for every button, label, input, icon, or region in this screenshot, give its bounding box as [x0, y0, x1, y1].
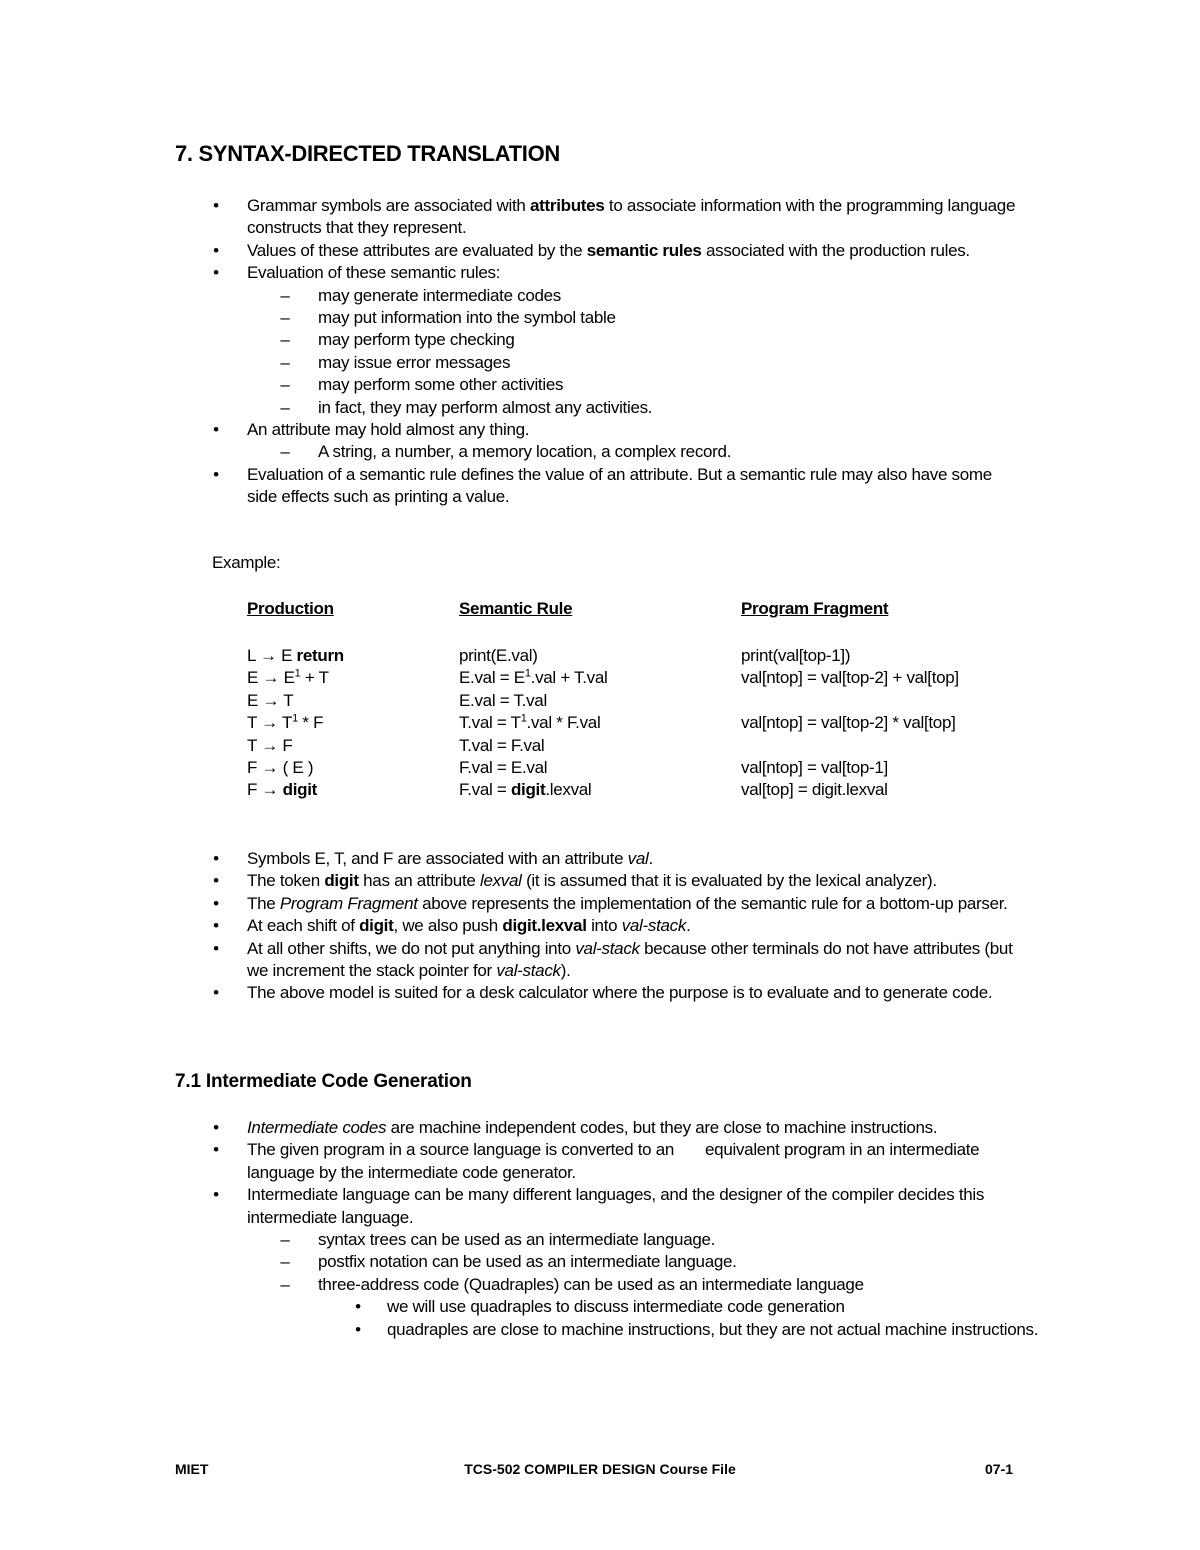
semantic-rule-cell	[459, 735, 544, 757]
dash-icon: –	[280, 1252, 290, 1272]
list-item: • quadraples are close to machine instructions, but they are not actual machine instructions.	[247, 1319, 1039, 1341]
list-item: • Intermediate language can be many different languages, and the designer of the compiler decides this intermediate language. – syntax trees can be used as an intermediate language. – postfix notation can be used as an intermediate language. – three-address code (Quadraples) can be used as an intermediate language • we will use quadraples to discuss intermediate code generation • quadraples are close to machine instructions, but they are not actual machine instructions.	[209, 1184, 1039, 1341]
program-fragment-cell	[741, 779, 888, 801]
semantic-rule-text: .val + T.val	[530, 668, 608, 688]
list-item: • Evaluation of these semantic rules: – may generate intermediate codes – may put information into the symbol table – may perform type checking – may issue error messages – may perform some other activities – in fact, they may perform almost any activities.	[209, 262, 1019, 419]
list-item: – may issue error messages	[247, 352, 1019, 374]
footer-left: MIET	[175, 1461, 209, 1477]
dash-icon: –	[280, 375, 290, 395]
bullet-icon: •	[355, 1319, 361, 1339]
program-fragment-text: val[ntop] = val[top-2] * val[top]	[741, 713, 956, 733]
program-fragment-text: val[top] = digit.lexval	[741, 780, 888, 800]
bullet-icon: •	[213, 849, 219, 868]
list-item: – syntax trees can be used as an intermediate language.	[247, 1229, 1039, 1251]
list-item: – A string, a number, a memory location, a complex record.	[247, 441, 1019, 463]
dash-icon: –	[280, 352, 290, 372]
bullet-icon: •	[213, 240, 219, 260]
semantic-rule-keyword: digit	[510, 780, 546, 800]
sub-list	[247, 1229, 1039, 1341]
program-fragment-cell	[741, 757, 888, 779]
list-item: • The token digit has an attribute lexval (it is assumed that it is evaluated by the lexical analyzer).	[209, 870, 1019, 892]
semantic-rule-text: E.val = T.val	[459, 690, 547, 710]
list-item: – in fact, they may perform almost any activities.	[247, 397, 1019, 419]
bullet-icon: •	[213, 420, 219, 440]
column-header-production: Production	[247, 599, 334, 618]
list-item: • At all other shifts, we do not put anything into val-stack because other terminals do not have attributes (but we increment the stack pointer for val-stack).	[209, 938, 1019, 983]
semantic-rule-text: .lexval	[545, 780, 592, 800]
list-item: • Values of these attributes are evaluated by the semantic rules associated with the production rules.	[209, 240, 1019, 262]
sub-sub-list	[247, 1296, 1039, 1341]
bullet-icon: •	[213, 1140, 219, 1160]
sub-list	[247, 441, 1019, 463]
bullet-icon: •	[213, 916, 219, 936]
semantic-rule-superscript: 1	[524, 667, 531, 680]
list-item: • Evaluation of a semantic rule defines the value of an attribute. But a semantic rule may also have some side effects such as printing a value.	[209, 464, 1019, 509]
program-fragment-cell	[741, 712, 956, 734]
semantic-rule-superscript: 1	[520, 712, 527, 725]
semantic-rule-text: T.val = T	[459, 713, 521, 733]
semantic-rule-text: E.val = E	[459, 668, 525, 688]
list-item: • Grammar symbols are associated with attributes to associate information with the programming language constructs that they represent.	[209, 195, 1019, 240]
bullet-icon: •	[213, 464, 219, 484]
program-fragment-cell	[741, 667, 959, 689]
semantic-rule-cell	[459, 757, 547, 779]
example-label: Example:	[212, 553, 281, 572]
production-cell	[247, 712, 323, 734]
column-header-semantic-rule: Semantic Rule	[459, 599, 573, 618]
list-item: • Intermediate codes are machine independent codes, but they are close to machine instructions.	[209, 1117, 1039, 1139]
production-keyword: digit	[282, 780, 318, 800]
production-cell	[247, 757, 313, 779]
footer-page-number: 07-1	[985, 1461, 1014, 1477]
bullet-icon: •	[213, 196, 219, 215]
list-item: • At each shift of digit, we also push digit.lexval into val-stack.	[209, 915, 1019, 937]
production-cell	[247, 735, 292, 757]
bullet-icon: •	[213, 938, 219, 958]
list-item: • An attribute may hold almost any thing. – A string, a number, a memory location, a complex record.	[209, 419, 1019, 464]
list-item: • The given program in a source language is converted to an equivalent program in an intermediate language by the intermediate code generator.	[209, 1139, 1039, 1184]
program-fragment-cell	[741, 645, 850, 667]
semantic-rule-cell	[459, 667, 608, 689]
list-item: • The Program Fragment above represents the implementation of the semantic rule for a bottom-up parser.	[209, 893, 1019, 915]
semantic-rule-cell	[459, 690, 547, 712]
program-fragment-text: val[ntop] = val[top-2] + val[top]	[741, 668, 959, 688]
production-cell	[247, 779, 317, 801]
semantic-rule-cell	[459, 645, 538, 667]
semantic-rule-text: T.val = F.val	[459, 735, 545, 755]
list-item: – may put information into the symbol table	[247, 307, 1019, 329]
sub-list	[247, 285, 1019, 419]
dash-icon: –	[280, 1274, 290, 1294]
production-superscript: 1	[294, 667, 301, 680]
bullet-icon: •	[213, 263, 219, 283]
bullet-icon: •	[213, 871, 219, 891]
page-title: 7. SYNTAX-DIRECTED TRANSLATION	[175, 141, 560, 166]
dash-icon: –	[280, 1230, 290, 1250]
production-cell	[247, 645, 344, 667]
list-item: – may perform type checking	[247, 329, 1019, 351]
production-text: E → T	[247, 690, 294, 710]
program-fragment-text: print(val[top-1])	[741, 646, 851, 665]
semantic-rule-text: F.val =	[459, 780, 511, 800]
dash-icon: –	[280, 285, 290, 305]
production-text: T → F	[247, 735, 293, 755]
list-item: • Symbols E, T, and F are associated with an attribute val.	[209, 848, 1019, 870]
semantic-rule-text: print(E.val)	[459, 646, 538, 665]
list-item: – may generate intermediate codes	[247, 285, 1019, 307]
dash-icon: –	[280, 442, 290, 462]
semantic-rule-cell	[459, 779, 591, 801]
production-text: F →	[247, 780, 283, 800]
production-text: * F	[297, 713, 324, 733]
semantic-rule-text: F.val = E.val	[459, 758, 548, 777]
production-text: + T	[300, 668, 329, 688]
bullet-icon: •	[213, 893, 219, 913]
dash-icon: –	[280, 397, 290, 417]
production-cell	[247, 667, 329, 689]
column-header-program-fragment: Program Fragment	[741, 599, 889, 618]
semantic-rule-cell	[459, 712, 600, 734]
program-fragment-text: val[ntop] = val[top-1]	[741, 758, 888, 777]
intro-list	[209, 195, 1019, 509]
section-heading: 7.1 Intermediate Code Generation	[175, 1071, 472, 1092]
list-item: • we will use quadraples to discuss intermediate code generation	[247, 1296, 1039, 1318]
list-item: – may perform some other activities	[247, 374, 1019, 396]
production-text: T → T	[247, 713, 293, 733]
notes-list	[209, 848, 1019, 1005]
production-text: F → ( E )	[247, 758, 314, 777]
bullet-icon: •	[213, 983, 219, 1003]
production-text: L → E	[247, 646, 297, 665]
production-cell	[247, 690, 293, 712]
production-keyword: return	[296, 646, 344, 665]
production-superscript: 1	[292, 712, 298, 725]
bullet-icon: •	[355, 1297, 361, 1317]
production-text: E → E	[247, 668, 295, 688]
dash-icon: –	[280, 308, 290, 328]
list-item: • The above model is suited for a desk calculator where the purpose is to evaluate and to generate code.	[209, 982, 1019, 1004]
footer-center: TCS-502 COMPILER DESIGN Course File	[464, 1461, 736, 1477]
bullet-icon: •	[213, 1185, 219, 1205]
semantic-rule-text: .val * F.val	[526, 713, 601, 733]
bullet-icon: •	[213, 1118, 219, 1137]
list-item: – postfix notation can be used as an intermediate language.	[247, 1251, 1039, 1273]
list-item: – three-address code (Quadraples) can be used as an intermediate language • we will use quadraples to discuss intermediate code generation • quadraples are close to machine instructions, but they are not actual machine instructions.	[247, 1274, 1039, 1341]
dash-icon: –	[280, 330, 290, 350]
section2-list	[209, 1117, 1039, 1341]
